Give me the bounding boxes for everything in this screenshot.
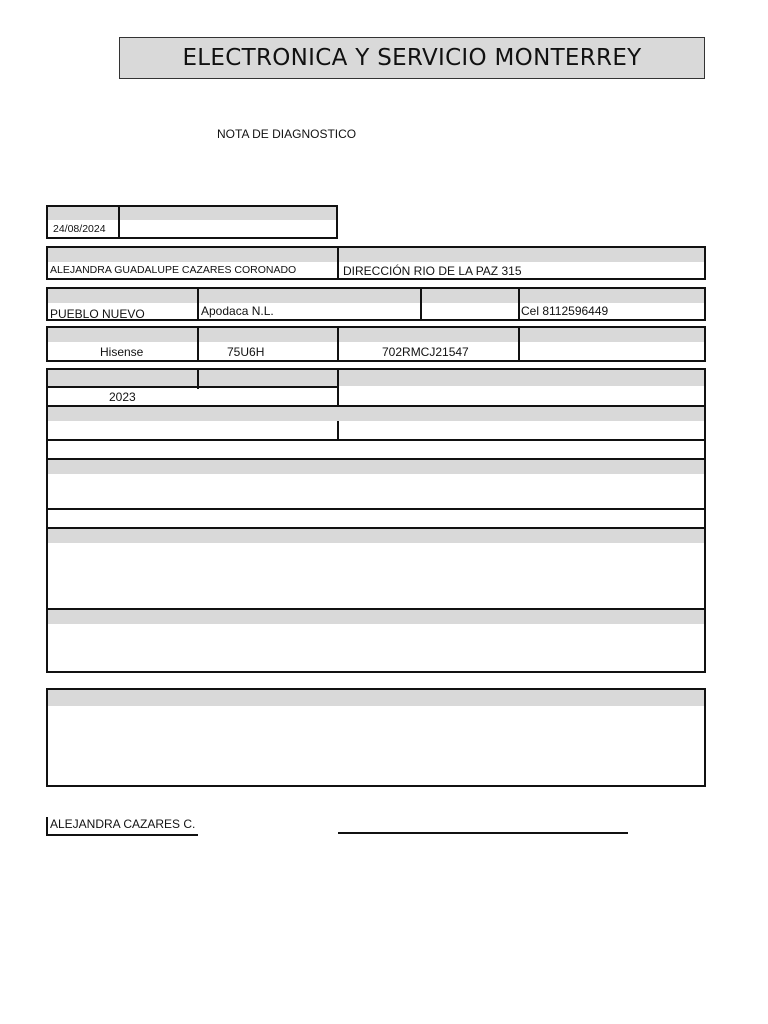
model-value: 75U6H (227, 345, 265, 359)
phone-value: Cel 8112596449 (521, 304, 609, 318)
company-title: ELECTRONICA Y SERVICIO MONTERREY (119, 37, 705, 79)
brand-value: Hisense (100, 345, 144, 359)
signature-left (46, 817, 198, 836)
diagnosis-block (46, 368, 706, 673)
municipio-value: Apodaca N.L. (201, 304, 274, 318)
signature-name: ALEJANDRA CAZARES C. (50, 817, 196, 831)
colonia-value: PUEBLO NUEVO (50, 307, 145, 321)
client-name: ALEJANDRA GUADALUPE CAZARES CORONADO (50, 264, 297, 276)
date-row (46, 205, 338, 239)
serial-value: 702RMCJ21547 (382, 345, 469, 359)
year-value: 2023 (109, 390, 136, 404)
client-address: DIRECCIÓN RIO DE LA PAZ 315 (343, 264, 522, 278)
document-type: NOTA DE DIAGNOSTICO (217, 127, 357, 141)
client-row (46, 246, 706, 280)
location-row (46, 287, 706, 321)
device-row (46, 326, 706, 362)
date-value: 24/08/2024 (53, 223, 106, 235)
observations-block (46, 688, 706, 787)
signature-line (338, 832, 628, 834)
